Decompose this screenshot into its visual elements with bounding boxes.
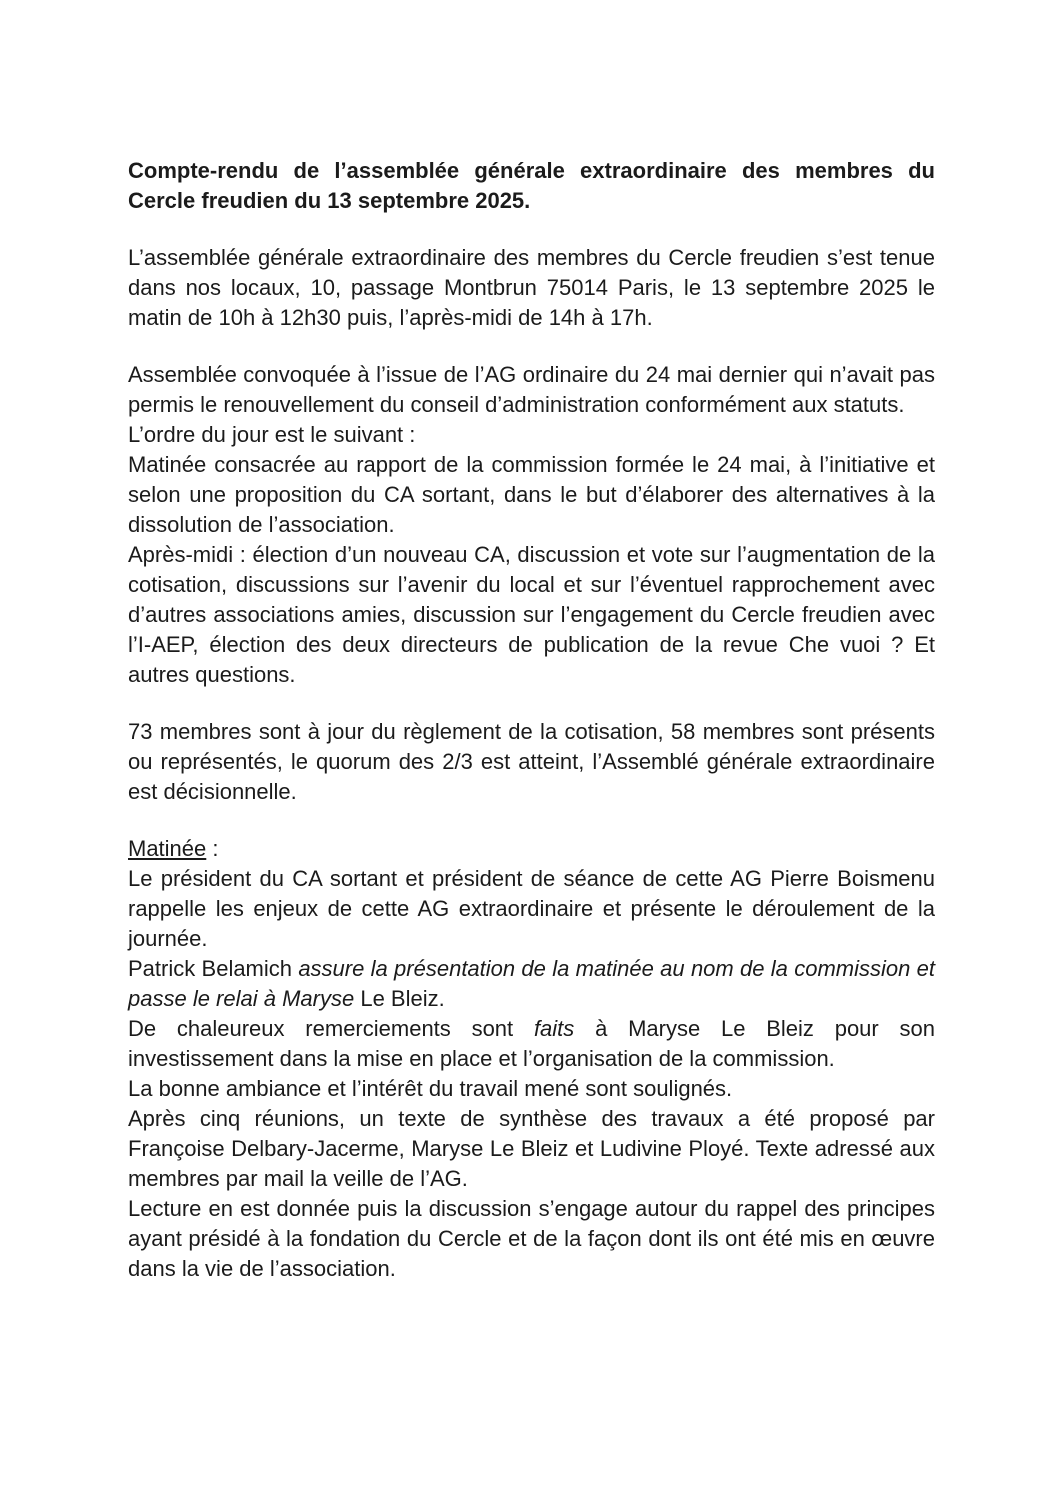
paragraph [128,1104,935,1194]
text-run-normal: L’ordre du jour est le suivant : [128,422,416,447]
text-run-italic: faits [533,1016,575,1041]
text-run-normal: Après-midi : élection d’un nouveau CA, discussion et vote sur l’augmentation de la cotisation, discussions sur l’avenir du local et sur l’éventuel rapprochement avec d’autres associations amies, discussion sur l’engagement du Cercle freudien avec l’I-AEP, élection des deux directeurs de publication de la revue Che vuoi ? Et autres questions. [128,542,935,687]
text-run-normal: Après cinq réunions, un texte de synthèse des travaux a été proposé par Françoise Delbary-Jacerme, Maryse Le Bleiz et Ludivine Ployé. Texte adressé aux membres par mail la veille de l’AG. [128,1106,935,1191]
text-run-normal: Le président du CA sortant et président de séance de cette AG Pierre Boismenu rappelle les enjeux de cette AG extraordinaire et présente le déroulement de la journée. [128,866,935,951]
text-run-normal: L’assemblée générale extraordinaire des membres du Cercle freudien s’est tenue dans nos locaux, 10, passage Montbrun 75014 Paris, le 13 septembre 2025 le matin de 10h à 12h30 puis, l’après-midi de 14h à 17h. [128,245,935,330]
paragraph [128,954,935,1014]
text-run-bold: Compte-rendu de l’assemblée générale extraordinaire des membres du Cercle freudien du 13 septembre 2025. [128,158,935,213]
section-heading [128,834,935,864]
text-run-normal: à Maryse Le Bleiz pour son investissement dans la mise en place et l’organisation de la commission. [128,1016,935,1071]
text-run-normal: Matinée consacrée au rapport de la commission formée le 24 mai, à l’initiative et selon une proposition du CA sortant, dans le but d’élaborer des alternatives à la dissolution de l’association. [128,452,935,537]
text-run-normal: De chaleureux remerciements sont [128,1016,534,1041]
document-body [128,156,935,1284]
text-run-italic: assure la présentation de la matinée au nom de la commission et passe le relai à Maryse [128,956,935,1011]
text-run-underline: Matinée [128,836,207,861]
text-run-normal: : [206,836,219,861]
text-run-normal: 73 membres sont à jour du règlement de la cotisation, 58 membres sont présents ou représentés, le quorum des 2/3 est atteint, l’Assemblé générale extraordinaire est décisionnelle. [128,719,935,804]
text-run-normal: La bonne ambiance et l’intérêt du travail mené sont soulignés. [128,1076,733,1101]
document-title [128,156,935,216]
paragraph [128,1194,935,1284]
paragraph [128,540,935,690]
text-run-normal: Assemblée convoquée à l’issue de l’AG ordinaire du 24 mai dernier qui n’avait pas permis le renouvellement du conseil d’administration conformément aux statuts. [128,362,935,417]
paragraph [128,1074,935,1104]
text-run-normal: Lecture en est donnée puis la discussion s’engage autour du rappel des principes ayant présidé à la fondation du Cercle et de la façon dont ils ont été mis en œuvre dans la vie de l’association. [128,1196,935,1281]
text-run-normal: Patrick Belamich [128,956,299,981]
paragraph [128,360,935,420]
text-run-normal: Le Bleiz. [354,986,445,1011]
paragraph [128,420,935,450]
paragraph [128,864,935,954]
paragraph [128,450,935,540]
paragraph [128,243,935,333]
paragraph [128,717,935,807]
paragraph [128,1014,935,1074]
